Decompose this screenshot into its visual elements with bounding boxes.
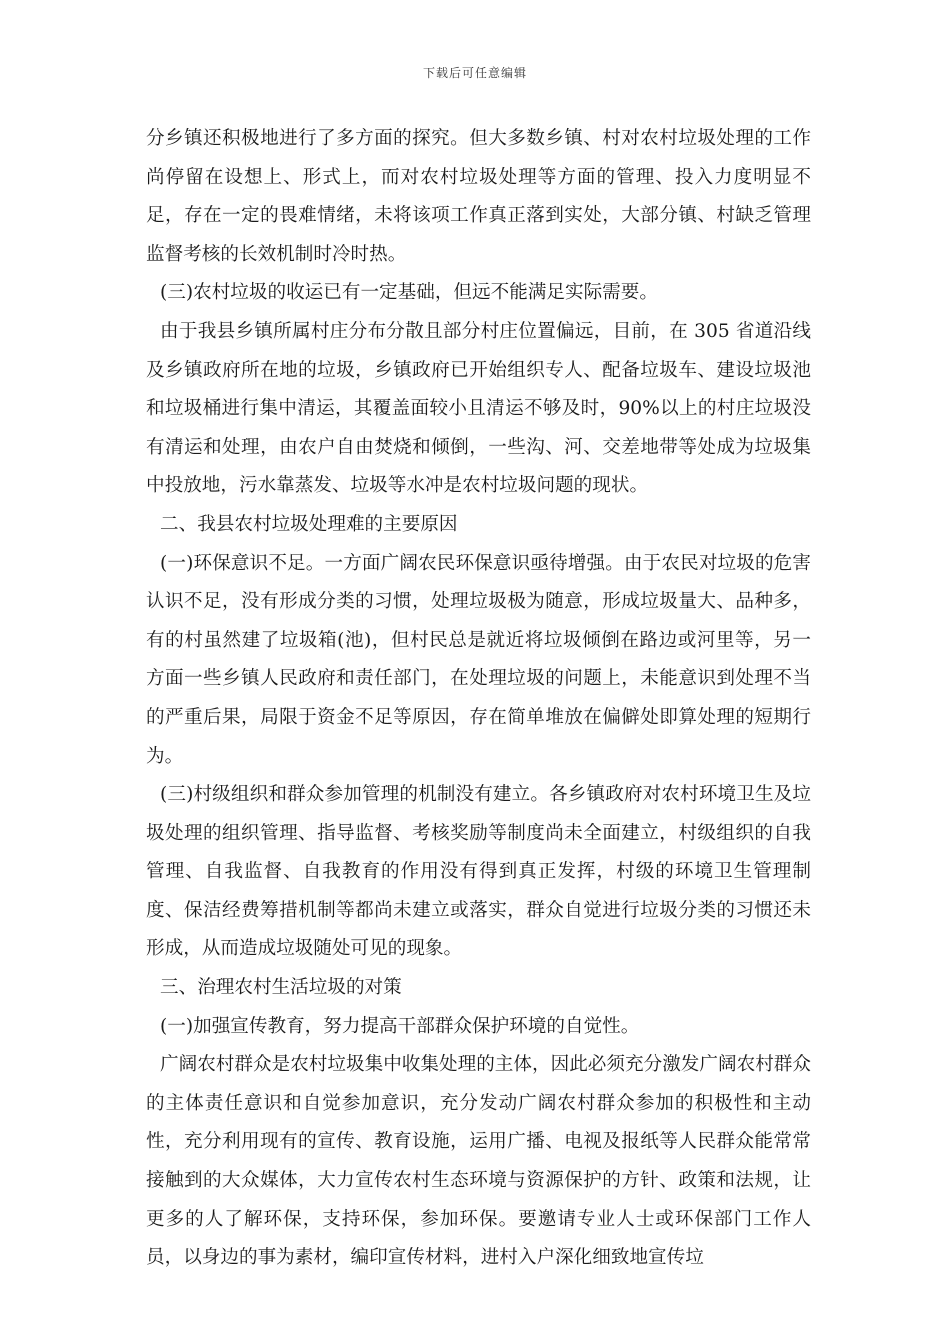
document-body [146,120,811,1278]
subheading-publicity: (一)加强宣传教育，努力提高干部群众保护环境的自觉性。 [160,1015,640,1037]
paragraph-continuation: 分乡镇还积极地进行了多方面的探究。但大多数乡镇、村对农村垃圾处理的工作尚停留在设想上、形式上，而对农村垃圾处理等方面的管理、投入力度明显不足，存在一定的畏难情绪，未将该项工作真正落到实处，大部分镇、村缺乏管理监督考核的长效机制时冷时热。 [146,128,811,265]
paragraph-collection-status: 由于我县乡镇所属村庄分布分散且部分村庄位置偏远，目前，在 305 省道沿线及乡镇政府所在地的垃圾，乡镇政府已开始组织专人、配备垃圾车、建设垃圾池和垃圾桶进行集中清运，其覆盖面较小且清运不够及时，90%以上的村庄垃圾没有清运和处理，由农户自由焚烧和倾倒，一些沟、河、交差地带等处成为垃圾集中投放地，污水靠蒸发、垃圾等水冲是农村垃圾问题的现状。 [146,320,811,497]
page-header: 下载后可任意编辑 [422,66,527,80]
subheading-collection: (三)农村垃圾的收运已有一定基础，但远不能满足实际需要。 [160,282,658,304]
paragraph-awareness: (一)环保意识不足。一方面广阔农民环保意识亟待增强。由于农民对垃圾的危害认识不足，没有形成分类的习惯，处理垃圾极为随意，形成垃圾量大、品种多，有的村虽然建了垃圾箱(池)，但村民总是就近将垃圾倾倒在路边或河里等，另一方面一些乡镇人民政府和责任部门，在处理垃圾的问题上，未能意识到处理不当的严重后果，局限于资金不足等原因，存在简单堆放在偏僻处即算处理的短期行为。 [146,552,811,767]
paragraph-mechanism: (三)村级组织和群众参加管理的机制没有建立。各乡镇政府对农村环境卫生及垃圾处理的组织管理、指导监督、考核奖励等制度尚未全面建立，村级组织的自我管理、自我监督、自我教育的作用没有得到真正发挥，村级的环境卫生管理制度、保洁经费筹措机制等都尚未建立或落实，群众自觉进行垃圾分类的习惯还未形成，从而造成垃圾随处可见的现象。 [146,784,811,960]
paragraph-publicity: 广阔农村群众是农村垃圾集中收集处理的主体，因此必须充分激发广阔农村群众的主体责任意识和自觉参加意识，充分发动广阔农村群众参加的积极性和主动性，充分利用现有的宣传、教育设施，运用广播、电视及报纸等人民群众能常常接触到的大众媒体，大力宣传农村生态环境与资源保护的方针、政策和法规，让更多的人了解环保，支持环保，参加环保。要邀请专业人士或环保部门工作人员，以身边的事为素材，编印宣传材料，进村入户深化细致地宣传垃 [146,1054,811,1269]
section-heading-reasons: 二、我县农村垃圾处理难的主要原因 [160,513,458,535]
section-heading-countermeasures: 三、治理农村生活垃圾的对策 [160,977,402,999]
